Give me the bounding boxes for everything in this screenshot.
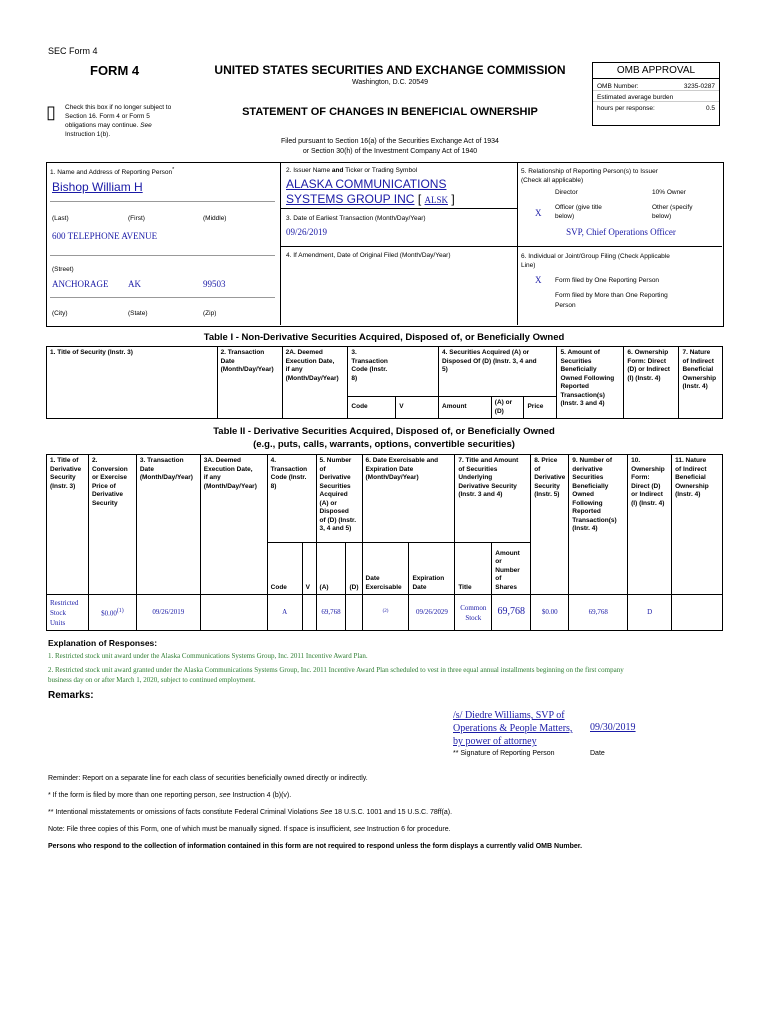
footer-note-3: Note: File three copies of this Form, one of which must be manually signed. If space is insufficient, see Instruction 6 for procedure. <box>48 826 451 833</box>
t2-sub-v: V <box>302 543 316 595</box>
t2-col-code: 4. Transaction Code (Instr. 8) <box>267 455 316 543</box>
t1-sub-aord: (A) or (D) <box>491 397 524 419</box>
t1-col-ownership-form: 6. Ownership Form: Direct (D) or Indirect (I) (Instr. 4) <box>624 347 679 419</box>
officer-title-value[interactable]: SVP, Chief Operations Officer <box>566 227 676 237</box>
t2-sub-a: (A) <box>316 543 346 595</box>
box2-label: 2. Issuer Name and Ticker or Trading Symbol <box>286 167 418 174</box>
omb-number-label: OMB Number: <box>597 83 639 90</box>
t2-col-title: 1. Title of Derivative Security (Instr. 3) <box>47 455 89 595</box>
checkbox-text: Check this box if no longer subject to Section 16. Form 4 or Form 5 obligations may continue. See Instruction 1(b). <box>65 104 172 138</box>
t2-col-trans-date: 3. Transaction Date (Month/Day/Year) <box>136 455 200 595</box>
ticker-symbol[interactable]: ALSK <box>424 195 449 205</box>
one-person-label: Form filed by One Reporting Person <box>555 277 660 284</box>
t1-sub-v: V <box>396 397 439 419</box>
t2-col-deemed: 3A. Deemed Execution Date, if any (Month/Day/Year) <box>200 455 267 595</box>
row-security-title: Restricted Stock Units <box>47 595 89 631</box>
omb-number-value: 3235-0287 <box>683 83 715 90</box>
first-label: (First) <box>128 215 145 222</box>
explanation-note-2: 2. Restricted stock unit award granted under the Alaska Communications Systems Group, Inc. 2011 Incentive Award Plan scheduled to vest in three equal annual installments beginning on the first company business day on or after March 1, 2020, subject to continued employment. <box>48 666 624 684</box>
table-row <box>47 595 723 631</box>
sec-form-label: SEC Form 4 <box>48 46 98 56</box>
row-underlying-amount: 69,768 <box>492 595 531 631</box>
middle-label: (Middle) <box>203 215 227 222</box>
last-label: (Last) <box>52 215 69 222</box>
t2-sub-title: Title <box>455 543 492 595</box>
date-label: Date <box>590 750 605 757</box>
signature-date[interactable]: 09/30/2019 <box>590 722 636 733</box>
omb-title: OMB APPROVAL <box>593 63 719 79</box>
city-value[interactable]: ANCHORAGE <box>52 279 109 289</box>
table1-title: Table I - Non-Derivative Securities Acquired, Disposed of, or Beneficially Owned <box>203 332 565 343</box>
form-title: FORM 4 <box>90 63 140 78</box>
row-code: A <box>267 595 302 631</box>
t1-sub-code: Code <box>348 397 396 419</box>
row-date-exercisable: (2) <box>362 595 409 631</box>
row-price: $0.00 <box>531 595 569 631</box>
signature-block[interactable]: /s/ Diedre Williams, SVP of Operations & People Matters, by power of attorney <box>453 710 573 747</box>
row-ownership-form: D <box>628 595 672 631</box>
t2-col-nature: 11. Nature of Indirect Beneficial Ownership (Instr. 4) <box>672 455 723 595</box>
reporting-person-name[interactable]: Bishop William H <box>52 180 143 194</box>
checkbox-icon[interactable]: ▯ <box>46 102 56 122</box>
filed-pursuant: Filed pursuant to Section 16(a) of the Securities Exchange Act of 1934 or Section 30(h) of the Investment Company Act of 1940 <box>281 138 499 155</box>
box5-label: 5. Relationship of Reporting Person(s) to Issuer (Check all applicable) <box>521 168 658 184</box>
t2-col-underlying: 7. Title and Amount of Securities Underlying Derivative Security (Instr. 3 and 4) <box>455 455 531 543</box>
t1-sub-price: Price <box>524 397 557 419</box>
state-label: (State) <box>128 310 148 317</box>
explanation-title: Explanation of Responses: <box>48 638 158 648</box>
t2-sub-amount: Amount or Number of Shares <box>492 543 531 595</box>
director-label: Director <box>555 189 578 196</box>
issuer-name-link[interactable]: SYSTEMS GROUP INC <box>286 192 415 206</box>
footer-reminder: Reminder: Report on a separate line for each class of securities beneficially owned directly or indirectly. <box>48 775 368 782</box>
more-persons-label: Form filed by More than One Reporting Person <box>555 292 668 309</box>
omb-approval-box <box>592 62 720 126</box>
row-conversion-price: $0.00$^{(1)}$ <box>88 595 136 631</box>
row-underlying-title: Common Stock <box>455 595 492 631</box>
box6-label: 6. Individual or Joint/Group Filing (Check Applicable Line) <box>521 253 670 269</box>
box3-label: 3. Date of Earliest Transaction (Month/Day/Year) <box>286 215 426 222</box>
explanation-note-1: 1. Restricted stock unit award under the Alaska Communications Systems Group, Inc. 2011 Incentive Award Plan. <box>48 652 368 660</box>
footer-note-1: * If the form is filed by more than one reporting person, see Instruction 4 (b)(v). <box>48 792 292 799</box>
omb-hours-value: 0.5 <box>705 105 715 112</box>
t1-col-nature: 7. Nature of Indirect Beneficial Ownership (Instr. 4) <box>679 347 723 419</box>
row-trans-date: 09/26/2019 <box>136 595 200 631</box>
remarks-title: Remarks: <box>48 690 94 701</box>
earliest-transaction-date[interactable]: 09/26/2019 <box>286 227 328 237</box>
state-value[interactable]: AK <box>128 279 141 289</box>
other-label: Other (specify below) <box>652 204 693 220</box>
omb-burden-label: Estimated average burden <box>593 91 719 102</box>
row-owned: 69,768 <box>569 595 628 631</box>
t2-sub-date-ex: Date Exercisable <box>362 543 409 595</box>
commission-title: UNITED STATES SECURITIES AND EXCHANGE COMMISSION <box>214 63 566 77</box>
t1-sub-amount: Amount <box>439 397 492 419</box>
footer-note-4: Persons who respond to the collection of information contained in this form are not required to respond unless the form displays a currently valid OMB Number. <box>48 843 583 850</box>
zip-label: (Zip) <box>203 310 217 317</box>
t1-col-securities: 4. Securities Acquired (A) or Disposed Of (D) (Instr. 3, 4 and 5) <box>439 347 557 397</box>
footer-notes <box>48 770 728 855</box>
t1-col-deemed: 2A. Deemed Execution Date, if any (Month/Day/Year) <box>282 347 348 419</box>
t2-col-price: 8. Price of Derivative Security (Instr. 5) <box>531 455 569 595</box>
box1-label: 1. Name and Address of Reporting Person* <box>50 167 175 177</box>
t2-sub-code: Code <box>267 543 302 595</box>
table2-derivative <box>46 454 723 631</box>
box4-label: 4. If Amendment, Date of Original Filed (Month/Day/Year) <box>286 252 451 259</box>
t2-sub-exp: Expiration Date <box>409 543 455 595</box>
street-value[interactable]: 600 TELEPHONE AVENUE <box>52 231 158 241</box>
t2-col-exercisable: 6. Date Exercisable and Expiration Date (Month/Day/Year) <box>362 455 455 543</box>
city-label: (City) <box>52 310 68 317</box>
issuer-name-line1[interactable]: ALASKA COMMUNICATIONS <box>286 177 447 191</box>
table1-non-derivative <box>46 346 723 419</box>
t1-col-amount-owned: 5. Amount of Securities Beneficially Owned Following Reported Transaction(s) (Instr. 3 and 4) <box>557 347 624 419</box>
t1-col-trans-date: 2. Transaction Date (Month/Day/Year) <box>217 347 282 419</box>
row-acquired: 69,768 <box>316 595 346 631</box>
table2-title: Table II - Derivative Securities Acquired, Disposed of, or Beneficially Owned (e.g., puts, calls, warrants, options, convertible securities) <box>213 426 555 450</box>
footer-note-2: ** Intentional misstatements or omissions of facts constitute Federal Criminal Violations See 18 U.S.C. 1001 and 15 U.S.C. 78ff(a). <box>48 809 453 816</box>
t2-col-ownership-form: 10. Ownership Form: Direct (D) or Indirect (I) (Instr. 4) <box>628 455 672 595</box>
street-label: (Street) <box>52 266 74 273</box>
issuer-name-line2: SYSTEMS GROUP INC [ ALSK ] <box>286 192 455 206</box>
statement-title: STATEMENT OF CHANGES IN BENEFICIAL OWNERSHIP <box>242 106 538 118</box>
omb-hours-label: hours per response: <box>597 105 655 112</box>
officer-label: Officer (give title below) <box>555 204 602 220</box>
officer-checkbox-x[interactable]: X <box>535 208 542 218</box>
row-expiration-date: 09/26/2029 <box>409 595 455 631</box>
zip-value[interactable]: 99503 <box>203 279 226 289</box>
t2-col-number: 5. Number of Derivative Securities Acquired (A) or Disposed of (D) (Instr. 3, 4 and 5) <box>316 455 362 543</box>
t2-sub-d: (D) <box>346 543 362 595</box>
signature-label: ** Signature of Reporting Person <box>453 750 555 757</box>
commission-location: Washington, D.C. 20549 <box>351 79 428 86</box>
t2-col-owned: 9. Number of derivative Securities Beneficially Owned Following Reported Transaction(s) (Instr. 4) <box>569 455 628 595</box>
t2-col-conversion: 2. Conversion or Exercise Price of Derivative Security <box>88 455 136 595</box>
t1-col-title: 1. Title of Security (Instr. 3) <box>47 347 218 419</box>
ten-percent-owner-label: 10% Owner <box>652 189 686 196</box>
one-person-checkbox-x[interactable]: X <box>535 275 542 285</box>
t1-col-code: 3. Transaction Code (Instr. 8) <box>348 347 439 397</box>
